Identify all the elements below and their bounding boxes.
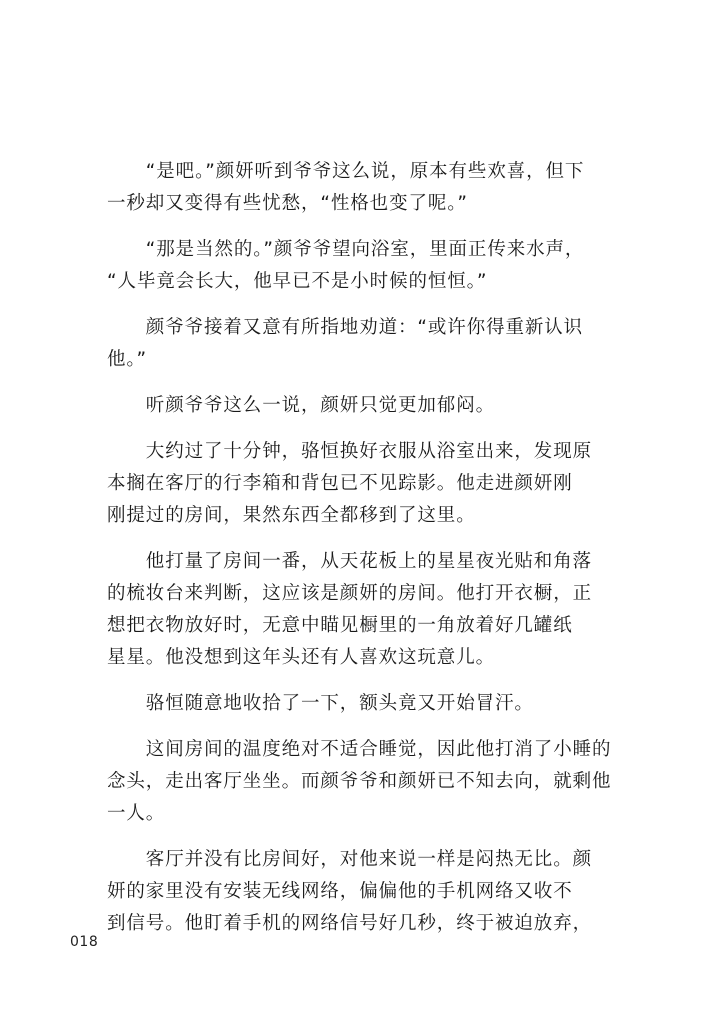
paragraph xyxy=(107,436,593,532)
text-line: 他打量了房间一番，从天花板上的星星夜光贴和角落 xyxy=(107,551,593,572)
paragraph xyxy=(107,844,593,940)
text-line: 他。” xyxy=(107,349,148,370)
text-line: 妍的家里没有安装无线网络，偏偏他的手机网络又收不 xyxy=(107,881,573,902)
text-line: “是吧。”颜妍听到爷爷这么说，原本有些欢喜，但下 xyxy=(107,161,585,182)
page-number: 018 xyxy=(70,934,99,950)
paragraph xyxy=(107,688,587,720)
paragraph xyxy=(107,546,593,674)
text-line: 本搁在客厅的行李箱和背包已不见踪影。他走进颜妍刚 xyxy=(107,473,573,494)
paragraph xyxy=(107,734,612,830)
text-line: 听颜爷爷这么一说，颜妍只觉更加郁闷。 xyxy=(107,395,496,416)
text-line: 骆恒随意地收拾了一下，额头竟又开始冒汗。 xyxy=(107,693,534,714)
text-line: 想把衣物放好时，无意中瞄见橱里的一角放着好几罐纸 xyxy=(107,615,573,636)
paragraph xyxy=(107,156,587,220)
body-text xyxy=(107,156,612,940)
paragraph xyxy=(107,234,587,298)
text-line: 颜爷爷接着又意有所指地劝道：“或许你得重新认识 xyxy=(107,317,584,338)
text-line: 一秒却又变得有些忧愁，“性格也变了呢。” xyxy=(107,193,468,214)
text-line: 这间房间的温度绝对不适合睡觉，因此他打消了小睡的 xyxy=(107,739,612,760)
paragraph xyxy=(107,312,587,376)
text-line: 客厅并没有比房间好，对他来说一样是闷热无比。颜 xyxy=(107,849,593,870)
text-line: “那是当然的。”颜爷爷望向浴室，里面正传来水声， xyxy=(107,239,585,260)
text-line: 刚提过的房间，果然东西全都移到了这里。 xyxy=(107,505,476,526)
text-line: 的梳妆台来判断，这应该是颜妍的房间。他打开衣橱，正 xyxy=(107,583,593,604)
text-line: “人毕竟会长大，他早已不是小时候的恒恒。” xyxy=(107,271,488,292)
text-line: 星星。他没想到这年头还有人喜欢这玩意儿。 xyxy=(107,647,496,668)
text-line: 大约过了十分钟，骆恒换好衣服从浴室出来，发现原 xyxy=(107,441,593,462)
paragraph xyxy=(107,390,587,422)
text-line: 一人。 xyxy=(107,803,166,824)
text-line: 念头，走出客厅坐坐。而颜爷爷和颜妍已不知去向，就剩他 xyxy=(107,771,612,792)
text-line: 到信号。他盯着手机的网络信号好几秒，终于被迫放弃， xyxy=(107,913,593,934)
